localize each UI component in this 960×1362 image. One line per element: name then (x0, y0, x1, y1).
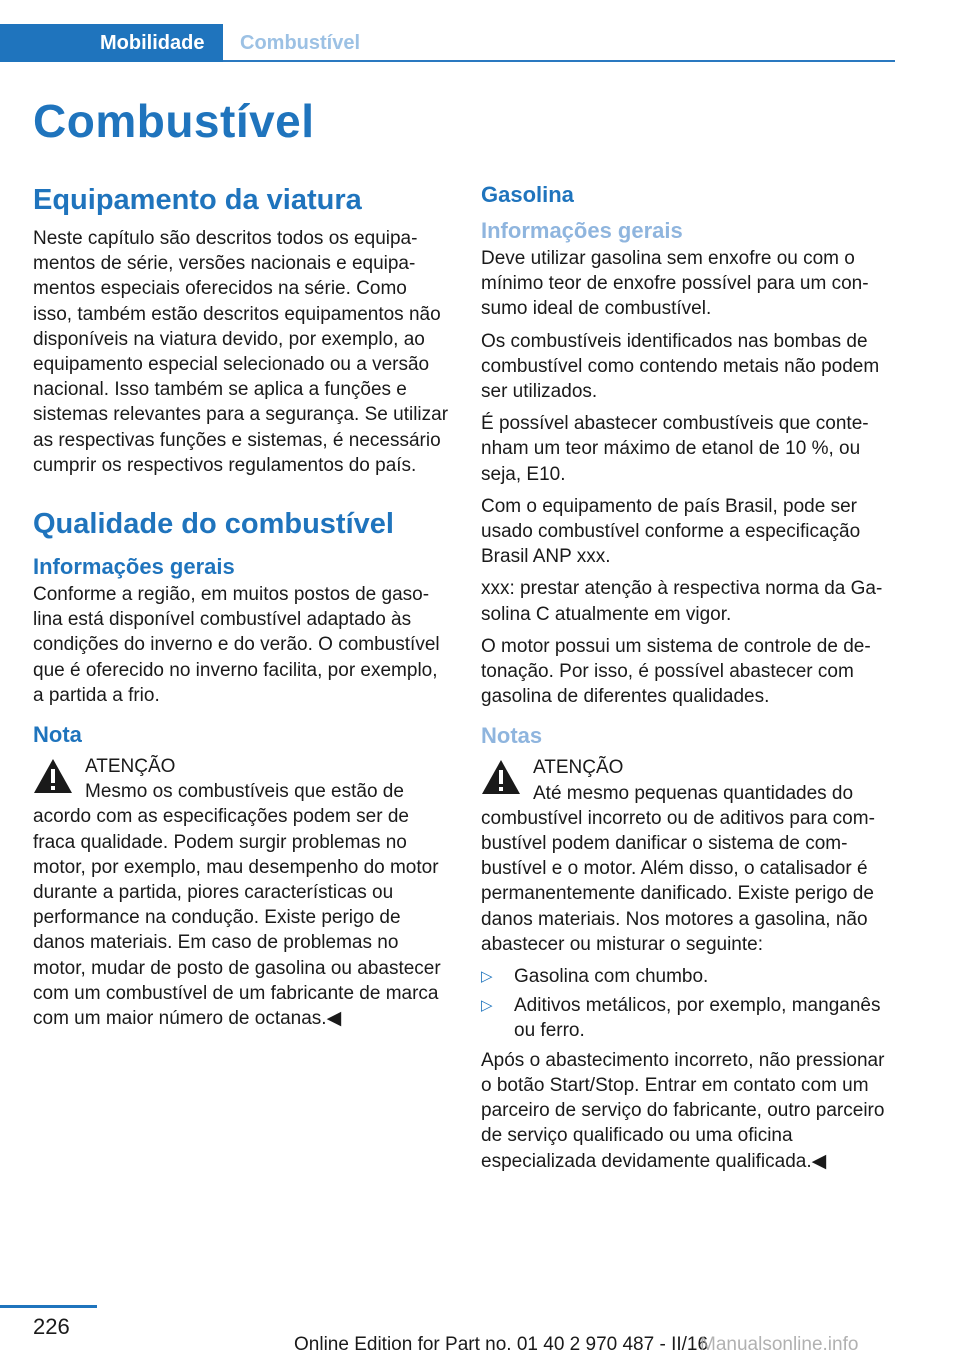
triangle-bullet-icon: ▷ (481, 997, 493, 1015)
paragraph-norma: xxx: prestar atenção à respectiva norma da Gasolina C atualmente em vigor. (481, 578, 883, 625)
section-title-equipamento: Equipamento da viatura (33, 184, 362, 216)
list-item (481, 964, 895, 989)
subsection-title-notas: Notas (481, 723, 543, 749)
triangle-bullet-icon: ▷ (481, 968, 493, 986)
warning-text: combustível incorreto ou de aditivos para combustível podem danificar o sistema de combustível e o motor. Além disso, o catalisador é permanentemente danificado. Existe perigo de danos materiais. Nos motores a gasolina, não abastecer ou misturar o seguinte: (481, 807, 875, 955)
section-tab-combustivel[interactable]: Combustível (240, 32, 361, 54)
paragraph-enxofre: Deve utilizar gasolina sem enxofre ou com o mínimo teor de enxofre possível para um consumo ideal de combustível. (481, 248, 869, 320)
list-item-text: Gasolina com chumbo. (514, 966, 709, 988)
paragraph-etanol: É possível abastecer combustíveis que contenham um teor máximo de etanol de 10 %, ou seja, E10. (481, 413, 869, 485)
section-title-qualidade: Qualidade do combustível (33, 508, 394, 541)
footer-rule (0, 1305, 97, 1308)
section-tab-mobilidade[interactable]: Mobilidade (0, 24, 223, 62)
warning-first-line: Mesmo os combustíveis que estão de (85, 781, 404, 803)
warning-first-line: Até mesmo pequenas quantidades do (533, 782, 854, 804)
edition-note: Online Edition for Part no. 01 40 2 970 487 - II/16 (294, 1334, 709, 1355)
section-title-gasolina: Gasolina (481, 182, 574, 207)
warning-block (481, 755, 895, 957)
list-item-text: Aditivos metálicos, por exemplo, manganês ou ferro. (514, 995, 881, 1042)
warning-label: ATENÇÃO (533, 757, 624, 779)
right-column (481, 182, 895, 1181)
paragraph-brasil: Com o equipamento de país Brasil, pode ser usado combustível conforme a especificação Brasil ANP xxx. (481, 495, 861, 568)
page-number: 226 (33, 1314, 70, 1339)
paragraph-apos-abastecimento: Após o abastecimento incorreto, não pressionar o botão Start/Stop. Entrar em contato com um parceiro de serviço do fabricante, outro parceiro de serviço qualificado ou uma oficina especializada devidamente qualificada.◀ (481, 1049, 885, 1172)
subsection-title-informacoes-gerais: Informações gerais (481, 218, 683, 243)
subsection-title-informacoes: Informações gerais (33, 554, 235, 580)
warning-triangle-icon (481, 759, 521, 795)
chapter-header-bar (0, 24, 895, 62)
paragraph-equipamento: Neste capítulo são descritos todos os equipamentos de série, versões nacionais e equipamentos especiais oferecidos na série. Como isso, também estão descritos equipamentos não disponíveis na viatura devido, por exemplo, ao equipamento especial selecionado ou a versão nacional. Isso também se aplica a funções e sistemas relevantes para a segurança. Se utilizar as respectivas funções e sistemas, é necessário cumprir os respectivos regulamentos do país. (33, 228, 449, 476)
warning-triangle-icon (33, 758, 73, 794)
list-item (481, 993, 895, 1043)
paragraph-metais: Os combustíveis identificados nas bombas de combustível como contendo metais não podem ser utilizados. (481, 330, 880, 403)
paragraph-detonacao: O motor possui um sistema de controle de detonação. Por isso, é possível abastecer com gasolina de diferentes qualidades. (481, 635, 871, 708)
paragraph-informacoes: Conforme a região, em muitos postos de gasolina está disponível combustível adaptado às condições do inverno e do verão. O combustível que é oferecido no inverno facilita, por exemplo, a partida a frio. (33, 584, 440, 706)
left-column (33, 182, 451, 1038)
watermark: Manualsonline.info (700, 1334, 859, 1355)
subsection-title-nota: Nota (33, 722, 82, 748)
warning-label: ATENÇÃO (85, 756, 176, 778)
warning-text: acordo com as especificações podem ser de fraca qualidade. Podem surgir problemas no motor, por exemplo, mau desempenho do motor durante a partida, piores características ou performance na condução. Existe perigo de danos materiais. Em caso de problemas no motor, mudar de posto de gasolina ou abastecer com um combustível de um fabricante de marca com um maior número de octanas.◀ (33, 806, 441, 1030)
warning-block (33, 754, 451, 1031)
page-title: Combustível (33, 95, 315, 147)
